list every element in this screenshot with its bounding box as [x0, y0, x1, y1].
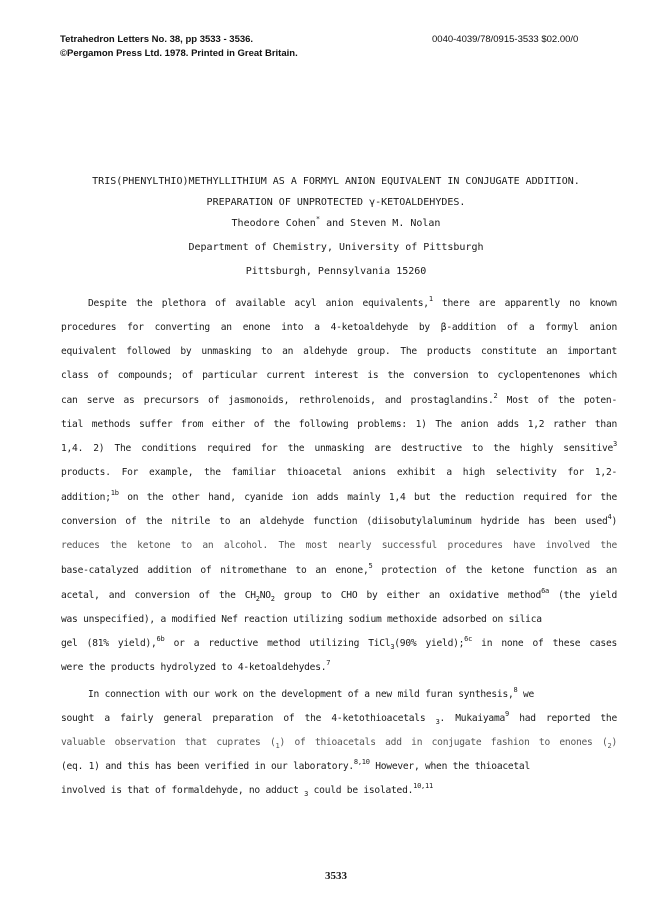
text-line-3: equivalent followed by unmasking to an aldehyde group. The products constitute an important	[61, 346, 617, 357]
copyright-line: ©Pergamon Press Ltd. 1978. Printed in Great Britain.	[60, 48, 298, 59]
article-title-line1: TRIS(PHENYLTHIO)METHYLLITHIUM AS A FORMYL ANION EQUIVALENT IN CONJUGATE ADDITION.	[92, 176, 580, 187]
text-line-16: were the products hydrolyzed to 4-ketoaldehydes.$^7$	[61, 659, 331, 673]
journal-header	[60, 33, 298, 61]
article-title-line2: PREPARATION OF UNPROTECTED γ-KETOALDEHYDES.	[206, 197, 466, 208]
text-line-13: acetal, and conversion of the $CH_2NO_2$ group to CHO by either an oxidative method$^{6a}$ (the yield	[61, 587, 617, 603]
text-line-1: Despite the plethora of available acyl anion equivalents,$^1$ there are apparently no known	[88, 295, 618, 309]
corresponding-mark: *	[315, 215, 321, 223]
text-line-14: was unspecified), a modified Nef reaction utilizing sodium methoxide adsorbed on silica	[61, 614, 542, 625]
text-line-7: 1,4. 2) The conditions required for the unmasking are destructive to the highly sensitive$^3$	[61, 440, 617, 454]
text-line-18: sought a fairly general preparation of the 4-ketothioacetals $_3$. Mukaiyama$^9$ had reported the	[61, 710, 617, 726]
author-line	[0, 215, 672, 229]
text-line-4: class of compounds; of particular current interest is the conversion to cyclopentenones which	[61, 370, 617, 381]
text-line-6: tial methods suffer from either of the following problems: 1) The anion adds 1,2 rather than	[61, 419, 617, 430]
text-line-9: addition;$^{1b}$ on the other hand, cyanide ion adds mainly 1,4 but the reduction required for the	[61, 489, 617, 503]
text-line-15: gel (81% yield),$^{6b}$ or a reductive method utilizing TiCl$_3$(90% yield);$^{6c}$ in none of these cases	[61, 635, 617, 651]
author-cohen: Theodore Cohen	[231, 218, 316, 229]
text-line-2: procedures for converting an enone into a 4-ketoaldehyde by β-addition of a formyl anion	[61, 322, 617, 333]
article-code: 0040-4039/78/0915-3533 $02.00/0	[432, 34, 579, 45]
compound-ref: 3	[304, 790, 309, 798]
compound-ref: 3	[435, 718, 440, 726]
text-line-17: In connection with our work on the development of a new mild furan synthesis,$^8$ we	[88, 686, 535, 700]
text-line-12: base-catalyzed addition of nitromethane to an enone,$^5$ protection of the ketone function as an	[61, 562, 617, 576]
affiliation-department: Department of Chemistry, University of Pittsburgh	[188, 242, 484, 253]
author-nolan: and Steven M. Nolan	[320, 218, 441, 229]
text-line-11: reduces the ketone to an alcohol. The most nearly successful procedures have involved the	[61, 540, 617, 551]
text-line-21: involved is that of formaldehyde, no adduct $_3$ could be isolated.$^{10,11}$	[61, 782, 433, 798]
text-line-5: can serve as precursors of jasmonoids, rethrolenoids, and prostaglandins.$^2$ Most of the poten-	[61, 392, 617, 406]
affiliation-address: Pittsburgh, Pennsylvania 15260	[245, 266, 427, 277]
journal-citation: Tetrahedron Letters No. 38, pp 3533 - 3536.	[60, 34, 254, 45]
page-number: 3533	[325, 870, 347, 882]
compound-ref: 2	[607, 742, 612, 750]
text-line-8: products. For example, the familiar thioacetal anions exhibit a high selectivity for 1,2-	[61, 467, 617, 478]
text-line-20: (eq. 1) and this has been verified in our laboratory.$^{8,10}$ However, when the thioacetal	[61, 758, 530, 772]
compound-ref: 1	[275, 742, 280, 750]
text-line-10: conversion of the nitrile to an aldehyde function (diisobutylaluminum hydride has been used$^4$)	[61, 513, 617, 527]
text-line-19: valuable observation that cuprates $(_1)$ of thioacetals add in conjugate fashion to enones $(_2)$	[61, 737, 618, 750]
